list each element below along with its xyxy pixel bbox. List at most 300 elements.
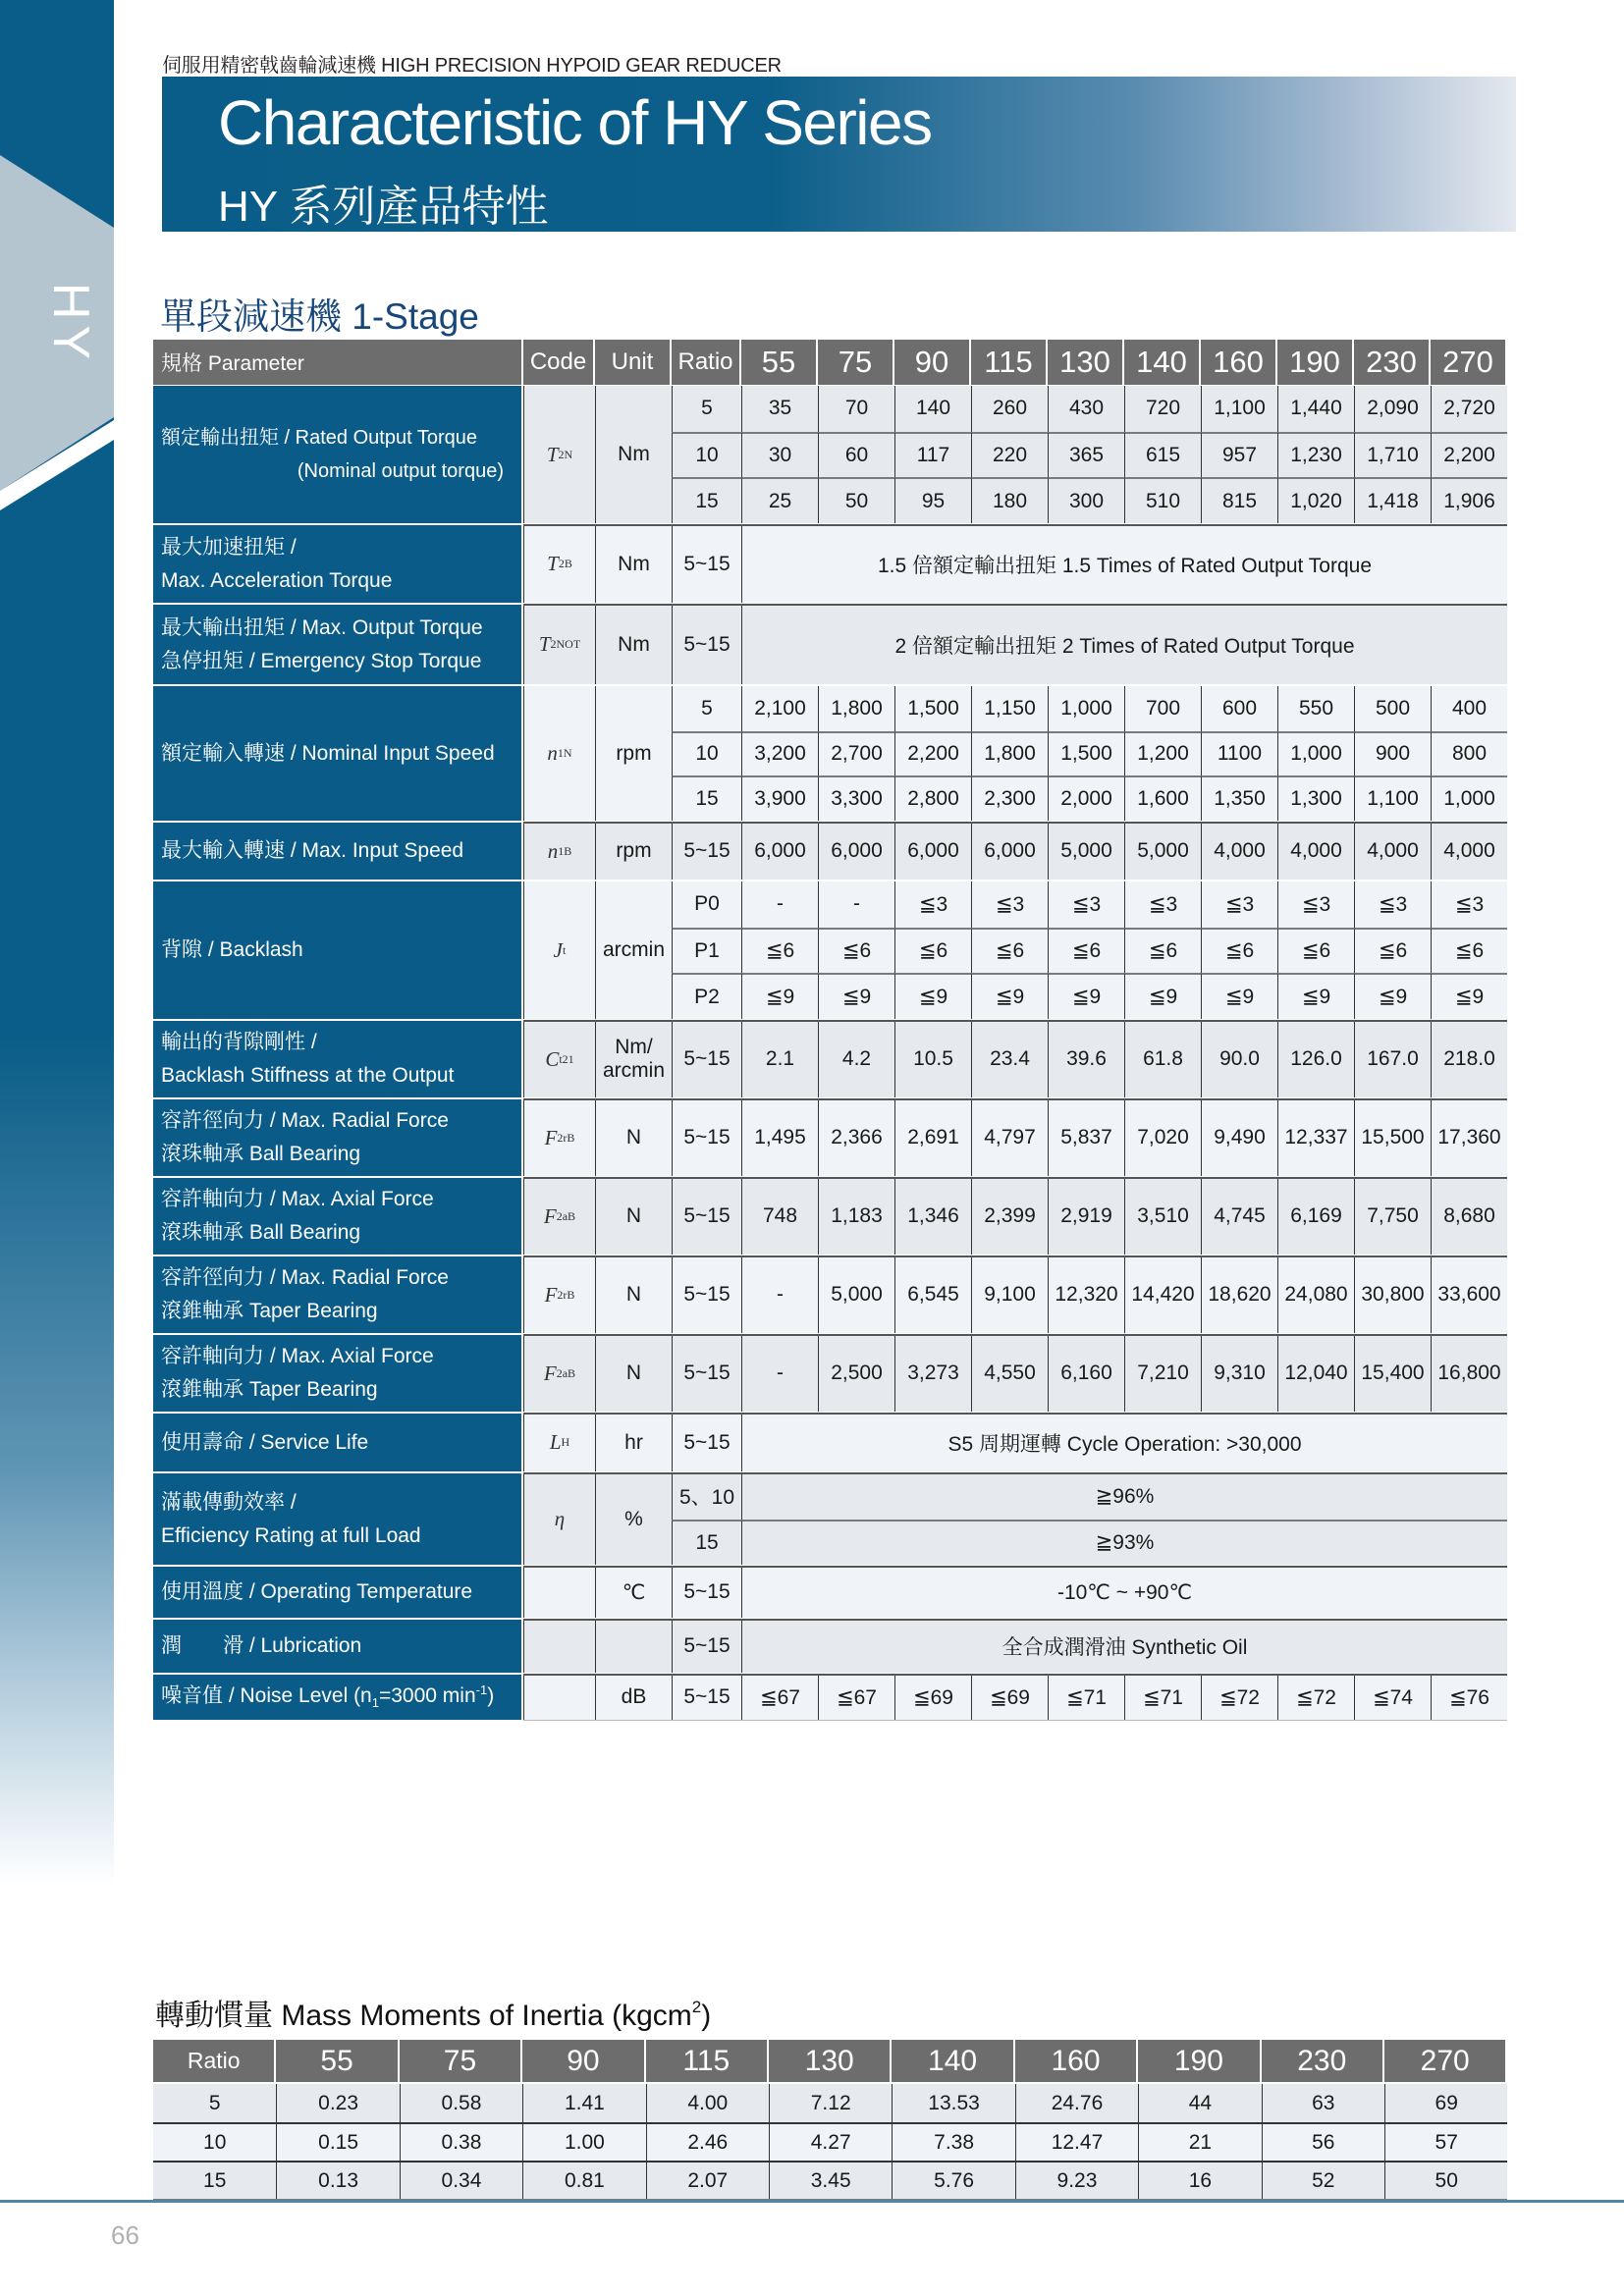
noise-label-mid: =3000 min (378, 1684, 476, 1708)
ratio-cell: P2 (672, 973, 741, 1019)
parameter-label-line2: 滾錐軸承 Taper Bearing (161, 1378, 378, 1401)
row-border (523, 1472, 1507, 1474)
value-cell: - (741, 1256, 818, 1333)
code-subscript: 2aB (556, 1365, 576, 1380)
value-cell: 5,000 (1124, 823, 1201, 880)
row-border (523, 1619, 1507, 1621)
parameter-label-cell (153, 686, 521, 821)
value-cell: ≦3 (1431, 881, 1507, 928)
code-cell (523, 686, 595, 821)
value-cell: ≦6 (971, 928, 1048, 974)
value-cell: 39.6 (1048, 1021, 1124, 1097)
value-cell: 95 (894, 477, 971, 523)
value-cell: 6,000 (818, 823, 894, 880)
parameter-label-cell (153, 1335, 521, 1412)
code-subscript: H (561, 1435, 570, 1449)
value-cell: ≦9 (741, 973, 818, 1019)
inertia-value-cell: 0.15 (276, 2122, 399, 2161)
value-cell: 2,100 (741, 686, 818, 731)
code-cell (523, 1675, 595, 1720)
value-cell: 2,919 (1048, 1178, 1124, 1255)
value-cell: 5,000 (1048, 823, 1124, 880)
code-cell (523, 1335, 595, 1412)
value-cell: ≦9 (1431, 973, 1507, 1019)
value-cell: 4,797 (971, 1099, 1048, 1176)
parameter-label-cell (153, 1099, 521, 1176)
inertia-value-cell: 2.07 (646, 2161, 769, 2199)
section-title: 單段減速機 1-Stage (160, 296, 479, 337)
row-border (523, 1413, 1507, 1415)
value-cell: ≦72 (1277, 1675, 1354, 1720)
inertia-value-cell: 44 (1138, 2084, 1261, 2122)
value-cell: ≦67 (818, 1675, 894, 1720)
value-cell: 167.0 (1354, 1021, 1431, 1097)
parameter-label-line2: (Nominal output torque) (297, 460, 504, 482)
value-cell: 15,500 (1354, 1099, 1431, 1176)
code-cell (523, 1021, 595, 1097)
parameter-label-line1: 滿載傳動效率 / (161, 1490, 297, 1514)
value-cell: 957 (1201, 432, 1277, 478)
value-cell: 4,000 (1431, 823, 1507, 880)
merged-value-cell: 1.5 倍額定輸出扭矩 1.5 Times of Rated Output Torque (741, 525, 1507, 603)
ratio-cell: 10 (672, 432, 741, 478)
row-border (523, 1020, 1507, 1022)
value-cell: ≦74 (1354, 1675, 1431, 1720)
parameter-label-cell (153, 1675, 521, 1720)
value-cell: 510 (1124, 477, 1201, 523)
value-cell: 61.8 (1124, 1021, 1201, 1097)
inertia-value-cell: 63 (1262, 2084, 1384, 2122)
parameter-label-line1: 額定輸出扭矩 / Rated Output Torque (161, 427, 477, 449)
parameter-label: 背隙 / Backlash (161, 938, 303, 961)
value-cell: 30 (741, 432, 818, 478)
value-cell: 33,600 (1431, 1256, 1507, 1333)
inertia-value-cell: 56 (1262, 2122, 1384, 2161)
value-cell: 2,720 (1431, 386, 1507, 432)
ratio-cell: 5~15 (672, 1414, 741, 1471)
parameter-label-line2: 滾錐軸承 Taper Bearing (161, 1300, 378, 1322)
row-border (523, 604, 1507, 606)
code-subscript: 2rB (557, 1287, 575, 1302)
value-cell: - (741, 881, 818, 928)
value-cell: 748 (741, 1178, 818, 1255)
inertia-value-cell: 0.81 (522, 2161, 645, 2199)
ratio-cell: 5~15 (672, 605, 741, 684)
inertia-header-size-90: 90 (522, 2040, 643, 2082)
noise-label-sub: 1 (371, 1695, 379, 1711)
code-cell (523, 881, 595, 1019)
inertia-header-size-190: 190 (1138, 2040, 1259, 2082)
row-border (523, 822, 1507, 824)
value-cell: 2,200 (894, 731, 971, 776)
value-cell: 8,680 (1431, 1178, 1507, 1255)
value-cell: 7,750 (1354, 1178, 1431, 1255)
noise-label-end: ) (487, 1684, 495, 1708)
unit-cell: Nm (595, 605, 672, 684)
value-cell: 6,000 (894, 823, 971, 880)
value-cell: ≦71 (1124, 1675, 1201, 1720)
unit-cell: dB (595, 1675, 672, 1720)
inertia-value-cell: 5.76 (892, 2161, 1014, 2199)
value-cell: 2,700 (818, 731, 894, 776)
value-cell: 1,418 (1354, 477, 1431, 523)
code-symbol: n (547, 838, 559, 863)
value-cell: 1,100 (1354, 775, 1431, 821)
value-cell: 9,490 (1201, 1099, 1277, 1176)
parameter-label-cell (153, 605, 521, 684)
value-cell: - (741, 1335, 818, 1412)
inertia-value-cell: 7.12 (769, 2084, 892, 2122)
parameter-label: 使用溫度 / Operating Temperature (161, 1580, 473, 1603)
value-cell: ≦6 (1277, 928, 1354, 974)
inertia-title-sup: 2 (691, 1998, 702, 2016)
value-cell: 2,800 (894, 775, 971, 821)
code-cell (523, 605, 595, 684)
value-cell: 900 (1354, 731, 1431, 776)
code-symbol: n (547, 741, 558, 765)
code-symbol: L (549, 1430, 562, 1454)
value-cell: 180 (971, 477, 1048, 523)
value-cell: ≦3 (894, 881, 971, 928)
value-cell: 2.1 (741, 1021, 818, 1097)
value-cell: ≦9 (894, 973, 971, 1019)
ratio-cell: 5、10 (672, 1473, 741, 1520)
inertia-value-cell: 0.38 (400, 2122, 522, 2161)
parameter-label-cell (153, 823, 521, 880)
inertia-value-cell: 57 (1384, 2122, 1507, 2161)
inertia-value-cell: 4.00 (646, 2084, 769, 2122)
value-cell: 1,200 (1124, 731, 1201, 776)
code-cell (523, 1256, 595, 1333)
value-cell: 1,000 (1048, 686, 1124, 731)
code-subscript: 2rB (557, 1130, 575, 1145)
ratio-cell: 15 (672, 775, 741, 821)
parameter-label-line1: 容許徑向力 / Max. Radial Force (161, 1266, 449, 1289)
code-symbol: C (545, 1046, 560, 1071)
value-cell: 1,600 (1124, 775, 1201, 821)
unit-cell: N (595, 1178, 672, 1255)
value-cell: ≦76 (1431, 1675, 1507, 1720)
code-cell (523, 386, 595, 523)
value-cell: 300 (1048, 477, 1124, 523)
value-cell: 1,000 (1431, 775, 1507, 821)
unit-cell: Nm (595, 386, 672, 523)
value-cell: 30,800 (1354, 1256, 1431, 1333)
header-size-115: 115 (971, 340, 1046, 385)
value-cell: 35 (741, 386, 818, 432)
inertia-value-cell: 69 (1384, 2084, 1507, 2122)
inertia-value-cell: 21 (1138, 2122, 1261, 2161)
inertia-value-cell: 3.45 (769, 2161, 892, 2199)
row-border (523, 1255, 1507, 1257)
unit-cell: rpm (595, 686, 672, 821)
inertia-value-cell: 52 (1262, 2161, 1384, 2199)
page-subtitle: HY 系列產品特性 (218, 183, 549, 231)
noise-label (161, 1674, 494, 1720)
value-cell: 1,000 (1277, 731, 1354, 776)
code-cell (523, 1567, 595, 1618)
parameter-label-line2: Backlash Stiffness at the Output (161, 1064, 455, 1087)
value-cell: 365 (1048, 432, 1124, 478)
unit-cell: Nm (595, 525, 672, 603)
value-cell: 1,300 (1277, 775, 1354, 821)
code-cell (523, 823, 595, 880)
value-cell: 2,691 (894, 1099, 971, 1176)
value-cell: 3,300 (818, 775, 894, 821)
header-size-140: 140 (1124, 340, 1199, 385)
parameter-label: 額定輸入轉速 / Nominal Input Speed (161, 741, 495, 765)
inertia-header-size-115: 115 (646, 2040, 767, 2082)
ratio-cell: 10 (672, 731, 741, 776)
parameter-label-cell (153, 1021, 521, 1097)
ratio-cell: P0 (672, 881, 741, 928)
ratio-cell: 5 (672, 686, 741, 731)
parameter-label-cell (153, 386, 521, 523)
row-border (523, 1674, 1507, 1676)
value-cell: ≦3 (971, 881, 1048, 928)
value-cell: 126.0 (1277, 1021, 1354, 1097)
value-cell: 1,230 (1277, 432, 1354, 478)
row-border (523, 524, 1507, 526)
parameter-label: 使用壽命 / Service Life (161, 1430, 369, 1454)
parameter-label-cell (153, 1414, 521, 1471)
inertia-header-size-140: 140 (892, 2040, 1012, 2082)
value-cell: 1,500 (1048, 731, 1124, 776)
value-cell: 1100 (1201, 731, 1277, 776)
value-cell: 500 (1354, 686, 1431, 731)
value-cell: 1,350 (1201, 775, 1277, 821)
inertia-value-cell: 2.46 (646, 2122, 769, 2161)
value-cell: 615 (1124, 432, 1201, 478)
value-cell: ≦6 (741, 928, 818, 974)
row-border (523, 1334, 1507, 1336)
header-code: Code (523, 340, 593, 385)
value-cell: 260 (971, 386, 1048, 432)
value-cell: 90.0 (1201, 1021, 1277, 1097)
parameter-label: 最大輸入轉速 / Max. Input Speed (161, 839, 464, 862)
value-cell: ≦6 (1124, 928, 1201, 974)
value-cell: 2,090 (1354, 386, 1431, 432)
value-cell: ≦71 (1048, 1675, 1124, 1720)
value-cell: 9,310 (1201, 1335, 1277, 1412)
value-cell: 2,200 (1431, 432, 1507, 478)
inertia-value-cell: 12.47 (1015, 2122, 1138, 2161)
header-size-90: 90 (894, 340, 969, 385)
inertia-value-cell: 16 (1138, 2161, 1261, 2199)
bottom-rule (0, 2200, 1624, 2203)
side-tab-label: HY (42, 282, 99, 366)
unit-cell: N (595, 1335, 672, 1412)
value-cell: 2,366 (818, 1099, 894, 1176)
value-cell: 1,800 (971, 731, 1048, 776)
value-cell: ≦6 (818, 928, 894, 974)
value-cell: ≦9 (1354, 973, 1431, 1019)
catalog-header-label: 伺服用精密戟齒輪減速機 HIGH PRECISION HYPOID GEAR REDUCER (162, 55, 782, 77)
inertia-value-cell: 1.41 (522, 2084, 645, 2122)
row-border (523, 1177, 1507, 1179)
unit-cell: N (595, 1099, 672, 1176)
value-cell: 400 (1431, 686, 1507, 731)
parameter-label-cell (153, 1620, 521, 1673)
parameter-label-line2: 急停扭矩 / Emergency Stop Torque (161, 649, 482, 672)
ratio-cell: 15 (672, 1520, 741, 1566)
value-cell: 720 (1124, 386, 1201, 432)
value-cell: 4,745 (1201, 1178, 1277, 1255)
value-cell: ≦6 (1201, 928, 1277, 974)
header-unit: Unit (595, 340, 670, 385)
merged-value-cell: -10℃ ~ +90℃ (741, 1567, 1507, 1618)
ratio-cell: 5~15 (672, 1620, 741, 1673)
value-cell: 6,545 (894, 1256, 971, 1333)
code-subscript: t (562, 942, 567, 957)
value-cell: ≦3 (1048, 881, 1124, 928)
value-cell: 430 (1048, 386, 1124, 432)
row-border (523, 1566, 1507, 1568)
value-cell: 5,837 (1048, 1099, 1124, 1176)
parameter-label-cell (153, 1567, 521, 1618)
value-cell: ≦3 (1277, 881, 1354, 928)
inertia-title-text: 轉動慣量 Mass Moments of Inertia (kgcm (155, 2000, 692, 2032)
value-cell: 4,000 (1354, 823, 1431, 880)
parameter-label-cell (153, 525, 521, 603)
value-cell: 50 (818, 477, 894, 523)
value-cell: 600 (1201, 686, 1277, 731)
code-subscript: 1N (557, 746, 572, 760)
value-cell: ≦3 (1354, 881, 1431, 928)
merged-value-cell: ≧96% (741, 1473, 1507, 1520)
header-ratio: Ratio (672, 340, 739, 385)
inertia-ratio-cell: 5 (153, 2084, 276, 2122)
header-size-230: 230 (1354, 340, 1429, 385)
parameter-label-line1: 最大加速扭矩 / (161, 535, 297, 559)
value-cell: 12,320 (1048, 1256, 1124, 1333)
code-cell (523, 1178, 595, 1255)
parameter-label-line1: 容許徑向力 / Max. Radial Force (161, 1109, 449, 1132)
code-symbol: F (544, 1125, 558, 1149)
parameter-label-cell (153, 1178, 521, 1255)
inertia-ratio-cell: 10 (153, 2122, 276, 2161)
inertia-value-cell: 50 (1384, 2161, 1507, 2199)
value-cell: 2,500 (818, 1335, 894, 1412)
value-cell: 9,100 (971, 1256, 1048, 1333)
parameter-label-cell (153, 1473, 521, 1565)
inertia-value-cell: 24.76 (1015, 2084, 1138, 2122)
value-cell: 70 (818, 386, 894, 432)
inertia-header-ratio: Ratio (153, 2040, 274, 2082)
inertia-title (155, 1991, 711, 2034)
code-subscript: 2NOT (550, 637, 581, 651)
code-symbol: F (544, 1282, 558, 1307)
unit-cell (595, 1620, 672, 1673)
inertia-header-size-75: 75 (400, 2040, 520, 2082)
value-cell: 2,399 (971, 1178, 1048, 1255)
merged-value-cell: S5 周期運轉 Cycle Operation: >30,000 (741, 1414, 1507, 1471)
code-cell (523, 1414, 595, 1471)
code-symbol: J (553, 937, 563, 962)
unit-line1: Nm/ (615, 1036, 653, 1058)
code-subscript: 2N (558, 447, 573, 461)
value-cell: ≦9 (1048, 973, 1124, 1019)
value-cell: 117 (894, 432, 971, 478)
value-cell: - (818, 881, 894, 928)
title-banner (162, 77, 1516, 232)
value-cell: 25 (741, 477, 818, 523)
value-cell: 1,100 (1201, 386, 1277, 432)
value-cell: ≦69 (894, 1675, 971, 1720)
inertia-header-size-55: 55 (276, 2040, 397, 2082)
value-cell: 17,360 (1431, 1099, 1507, 1176)
code-symbol: T (538, 632, 551, 656)
value-cell: 15,400 (1354, 1335, 1431, 1412)
value-cell: ≦6 (1431, 928, 1507, 974)
value-cell: ≦9 (818, 973, 894, 1019)
value-cell: 3,200 (741, 731, 818, 776)
value-cell: 7,020 (1124, 1099, 1201, 1176)
value-cell: 10.5 (894, 1021, 971, 1097)
inertia-header-size-270: 270 (1384, 2040, 1505, 2082)
value-cell: 4,000 (1277, 823, 1354, 880)
inertia-title-end: ) (701, 2000, 712, 2032)
ratio-cell: 15 (672, 477, 741, 523)
value-cell: ≦6 (894, 928, 971, 974)
parameter-label-line2: Max. Acceleration Torque (161, 568, 393, 592)
unit-cell: arcmin (595, 881, 672, 1019)
value-cell: 6,000 (971, 823, 1048, 880)
unit-cell: % (595, 1473, 672, 1565)
table-bottom-border (523, 1720, 1507, 1721)
inertia-header-size-230: 230 (1262, 2040, 1382, 2082)
value-cell: 1,710 (1354, 432, 1431, 478)
ratio-cell: 5~15 (672, 1567, 741, 1618)
value-cell: 60 (818, 432, 894, 478)
parameter-label-line1: 容許軸向力 / Max. Axial Force (161, 1345, 434, 1367)
value-cell: 700 (1124, 686, 1201, 731)
value-cell: 3,510 (1124, 1178, 1201, 1255)
code-symbol: F (543, 1361, 557, 1385)
value-cell: ≦3 (1124, 881, 1201, 928)
value-cell: 1,440 (1277, 386, 1354, 432)
unit-cell: N (595, 1256, 672, 1333)
value-cell: 6,169 (1277, 1178, 1354, 1255)
code-cell (523, 1620, 595, 1673)
ratio-cell: 5~15 (672, 1256, 741, 1333)
page-number: 66 (111, 2220, 139, 2250)
inertia-header-size-160: 160 (1015, 2040, 1136, 2082)
inertia-value-cell: 0.58 (400, 2084, 522, 2122)
code-cell: η (523, 1473, 595, 1565)
code-symbol: T (546, 442, 559, 466)
value-cell: 14,420 (1124, 1256, 1201, 1333)
inertia-value-cell: 4.27 (769, 2122, 892, 2161)
value-cell: 6,160 (1048, 1335, 1124, 1412)
unit-cell (595, 1021, 672, 1097)
unit-cell: rpm (595, 823, 672, 880)
parameter-label-line2: 滾珠軸承 Ball Bearing (161, 1143, 361, 1165)
ratio-cell: 5~15 (672, 1021, 741, 1097)
value-cell: 1,495 (741, 1099, 818, 1176)
code-subscript: t21 (559, 1051, 574, 1066)
value-cell: 550 (1277, 686, 1354, 731)
code-cell (523, 1099, 595, 1176)
code-cell (523, 525, 595, 603)
parameter-label-cell (153, 881, 521, 1019)
value-cell: 1,150 (971, 686, 1048, 731)
value-cell: ≦72 (1201, 1675, 1277, 1720)
merged-value-cell: ≧93% (741, 1520, 1507, 1566)
value-cell: 140 (894, 386, 971, 432)
value-cell: 23.4 (971, 1021, 1048, 1097)
header-size-270: 270 (1431, 340, 1505, 385)
